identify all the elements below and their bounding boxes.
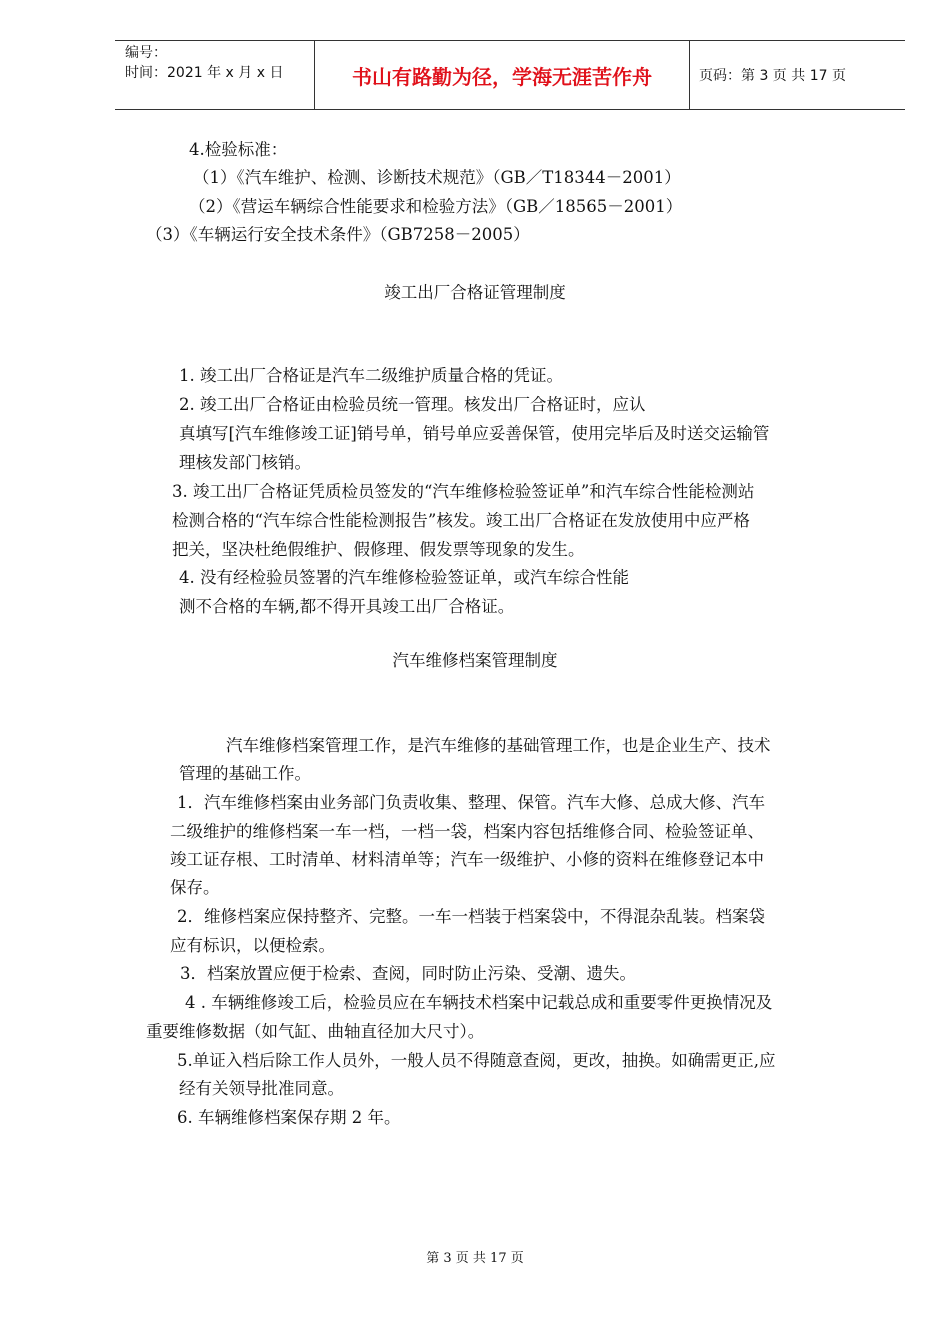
- paragraph-line: 理核发部门核销。: [179, 453, 311, 472]
- paragraph-line: 经有关领导批准同意。: [179, 1079, 344, 1098]
- header-table: [115, 40, 905, 110]
- paragraph-line: 6. 车辆维修档案保存期 2 年。: [177, 1108, 401, 1127]
- standard-item: （3）《车辆运行安全技术条件》（GB7258－2005）: [146, 225, 530, 244]
- paragraph-line: 竣工证存根、工时清单、材料清单等；汽车一级维护、小修的资料在维修登记本中: [170, 850, 764, 869]
- paragraph-line: 2. 竣工出厂合格证由检验员统一管理。核发出厂合格证时，应认: [179, 395, 646, 414]
- paragraph-line: 3. 竣工出厂合格证凭质检员签发的“汽车维修检验签证单”和汽车综合性能检测站: [172, 482, 755, 501]
- paragraph-line: 汽车维修档案管理工作，是汽车维修的基础管理工作，也是企业生产、技术: [226, 736, 771, 755]
- header-motto: 书山有路勤为径，学海无涯苦作舟: [315, 41, 690, 109]
- paragraph-line: 管理的基础工作。: [179, 764, 311, 783]
- paragraph-line: 重要维修数据（如气缸、曲轴直径加大尺寸）。: [146, 1022, 485, 1041]
- paragraph-line: 2．维修档案应保持整齐、完整。一车一档装于档案袋中，不得混杂乱装。档案袋: [177, 907, 765, 926]
- paragraph-line: 4. 没有经检验员签署的汽车维修检验签证单，或汽车综合性能: [179, 568, 629, 587]
- paragraph-line: 检测合格的“汽车综合性能检测报告”核发。竣工出厂合格证在发放使用中应严格: [172, 511, 750, 530]
- standard-item: （1）《汽车维护、检测、诊断技术规范》（GB／T18344－2001）: [193, 168, 681, 187]
- header-page-label: 页码：第 3 页 共 17 页: [699, 68, 846, 84]
- number-label: 编号：: [125, 45, 167, 61]
- section-title-archive: 汽车维修档案管理制度: [392, 651, 558, 670]
- header-meta-cell: [115, 41, 315, 109]
- section-title-certificate: 竣工出厂合格证管理制度: [384, 283, 566, 302]
- paragraph-line: 1. 竣工出厂合格证是汽车二级维护质量合格的凭证。: [179, 366, 563, 385]
- page-footer: 第 3 页 共 17 页: [426, 1251, 524, 1266]
- standard-item: （2）《营运车辆综合性能要求和检验方法》（GB／18565－2001）: [189, 197, 683, 216]
- paragraph-line: 测不合格的车辆,都不得开具竣工出厂合格证。: [179, 597, 515, 616]
- time-label: 时间：2021 年 x 月 x 日: [125, 65, 284, 81]
- paragraph-line: 3．档案放置应便于检索、查阅，同时防止污染、受潮、遗失。: [180, 964, 636, 983]
- inspection-standard-heading: 4.检验标准：: [189, 140, 288, 159]
- paragraph-line: 保存。: [170, 878, 220, 897]
- paragraph-line: 二级维护的维修档案一车一档，一档一袋，档案内容包括维修合同、检验签证单、: [170, 822, 764, 841]
- paragraph-line: 应有标识，以便检索。: [170, 936, 335, 955]
- paragraph-line: 1．汽车维修档案由业务部门负责收集、整理、保管。汽车大修、总成大修、汽车: [177, 793, 765, 812]
- paragraph-line: 4 . 车辆维修竣工后，检验员应在车辆技术档案中记载总成和重要零件更换情况及: [185, 993, 773, 1012]
- paragraph-line: 把关，坚决杜绝假维护、假修理、假发票等现象的发生。: [172, 540, 585, 559]
- paragraph-line: 真填写[汽车维修竣工证]销号单，销号单应妥善保管，使用完毕后及时送交运输管: [179, 424, 770, 443]
- paragraph-line: 5.单证入档后除工作人员外，一般人员不得随意查阅，更改，抽换。如确需更正,应: [177, 1051, 776, 1070]
